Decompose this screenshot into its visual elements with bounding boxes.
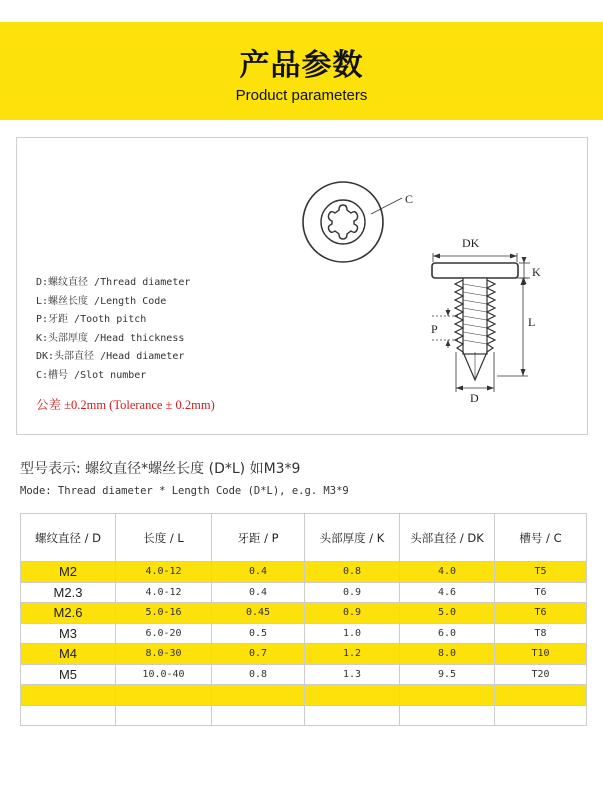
table-cell: 0.45: [212, 603, 305, 624]
table-cell: T20: [495, 664, 587, 685]
table-cell: M2: [21, 562, 116, 583]
screw-side-view: [432, 253, 530, 392]
table-row: [21, 582, 587, 603]
parameters-table: [20, 513, 587, 726]
table-cell: 8.0-30: [116, 644, 212, 665]
table-cell: 4.0-12: [116, 582, 212, 603]
table-cell: M2.6: [21, 603, 116, 624]
spec-item: P:牙距 /Tooth pitch: [36, 314, 147, 325]
table-header-row: [21, 514, 587, 562]
col-header-pitch: 牙距 / P: [212, 514, 305, 562]
page-title: 产品参数: [239, 48, 364, 83]
label-pitch: P: [431, 322, 438, 336]
table-cell: 8.0: [400, 644, 495, 665]
table-cell: T8: [495, 623, 587, 644]
table-cell: 5.0: [400, 603, 495, 624]
table-cell: [305, 705, 400, 726]
table-row: [21, 623, 587, 644]
screw-top-view: [303, 182, 402, 262]
spec-item: D:螺纹直径 /Thread diameter: [36, 277, 191, 288]
table-cell: [212, 705, 305, 726]
torx-slot-icon: [328, 205, 357, 239]
label-slot: C: [405, 192, 414, 206]
table-cell: [116, 705, 212, 726]
table-cell: 0.8: [212, 664, 305, 685]
spec-item: L:螺丝长度 /Length Code: [36, 295, 167, 307]
table-cell: T5: [495, 562, 587, 583]
label-head-thickness: K: [532, 265, 541, 279]
table-cell: 10.0-40: [116, 664, 212, 685]
table-cell: 0.8: [305, 562, 400, 583]
table-cell: T10: [495, 644, 587, 665]
table-row: [21, 644, 587, 665]
table-cell: M3: [21, 623, 116, 644]
spec-legend: [36, 274, 190, 385]
table-cell: 0.4: [212, 562, 305, 583]
table-cell: 1.3: [305, 664, 400, 685]
table-cell: M5: [21, 664, 116, 685]
label-head-diameter: DK: [462, 236, 480, 250]
tolerance-note: 公差 ±0.2mm (Tolerance ± 0.2mm): [36, 398, 215, 412]
table-cell: 1.2: [305, 644, 400, 665]
spec-item: K:头部厚度 /Head thickness: [36, 332, 185, 344]
table-cell: 4.0: [400, 562, 495, 583]
table-cell: 4.6: [400, 582, 495, 603]
label-length: L: [528, 315, 536, 329]
col-header-length: 长度 / L: [116, 514, 212, 562]
col-header-thread-diameter: 螺纹直径 / D: [21, 514, 116, 562]
table-cell: 6.0: [400, 623, 495, 644]
table-cell: [400, 685, 495, 706]
table-cell: [116, 685, 212, 706]
table-cell: 0.5: [212, 623, 305, 644]
table-cell: T6: [495, 603, 587, 624]
table-cell: 1.0: [305, 623, 400, 644]
col-header-head-diameter: 头部直径 / DK: [400, 514, 495, 562]
col-header-slot: 槽号 / C: [495, 514, 587, 562]
table-cell: 9.5: [400, 664, 495, 685]
label-thread-diameter: D: [470, 391, 479, 405]
model-notation-cn: 型号表示: 螺纹直径*螺丝长度 (D*L) 如M3*9: [20, 461, 301, 477]
table-cell: T6: [495, 582, 587, 603]
table-cell: [305, 685, 400, 706]
table-cell: 6.0-20: [116, 623, 212, 644]
table-cell: 0.9: [305, 582, 400, 603]
page-subtitle: Product parameters: [235, 87, 368, 104]
table-cell: 5.0-16: [116, 603, 212, 624]
table-row: [21, 664, 587, 685]
table-cell: M2.3: [21, 582, 116, 603]
spec-item: C:槽号 /Slot number: [36, 369, 147, 381]
table-cell: 4.0-12: [116, 562, 212, 583]
table-row: [21, 603, 587, 624]
table-cell: [21, 685, 116, 706]
spec-item: DK:头部直径 /Head diameter: [36, 351, 185, 362]
table-cell: [495, 705, 587, 726]
table-cell: [495, 685, 587, 706]
table-cell: 0.7: [212, 644, 305, 665]
table-cell: M4: [21, 644, 116, 665]
table-cell: 0.9: [305, 603, 400, 624]
table-cell: [400, 705, 495, 726]
table-cell: [212, 685, 305, 706]
table-cell: [21, 705, 116, 726]
table-row: [21, 705, 587, 726]
table-row: [21, 685, 587, 706]
table-cell: 0.4: [212, 582, 305, 603]
col-header-head-thickness: 头部厚度 / K: [305, 514, 400, 562]
table-row: [21, 562, 587, 583]
model-notation-en: Mode: Thread diameter * Length Code (D*L), e.g. M3*9: [20, 485, 349, 497]
